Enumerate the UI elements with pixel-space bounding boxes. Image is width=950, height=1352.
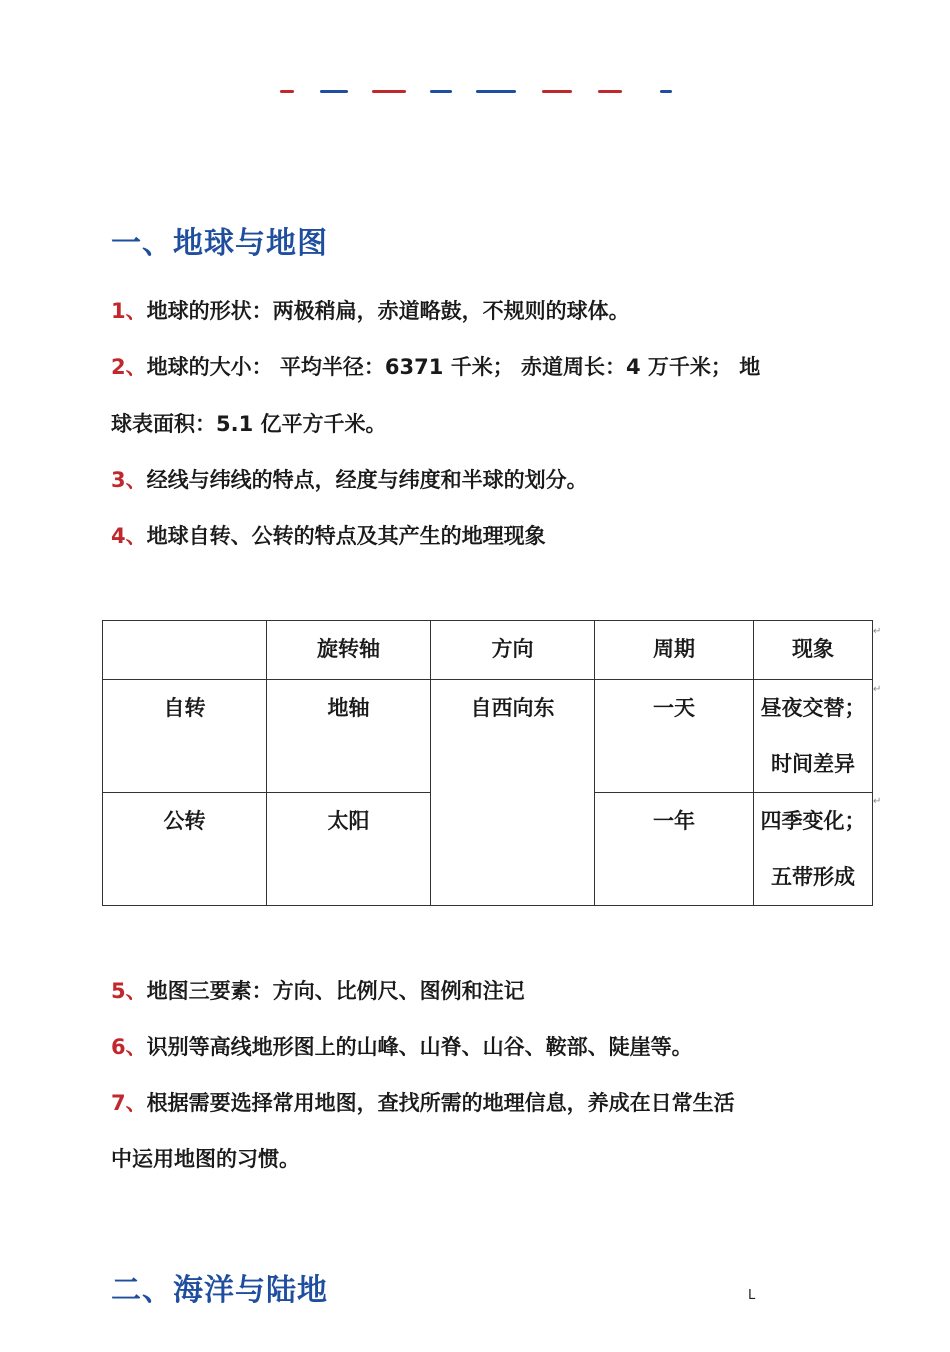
item-number: 3、: [111, 468, 147, 492]
list-item-2-continued: 球表面积：5.1 亿平方千米。: [111, 412, 387, 436]
header-cell-phenomenon: 现象: [754, 621, 873, 680]
list-item-6: [111, 1019, 871, 1075]
cell-axis: 太阳: [267, 793, 431, 906]
item-number: 1、: [111, 299, 147, 323]
cell-axis: 地轴: [267, 680, 431, 793]
list-item-7: [111, 1075, 871, 1131]
paragraph-mark-icon: ↵: [873, 684, 882, 695]
item-number: 5、: [111, 979, 147, 1003]
cropped-title-fragment: [280, 84, 680, 98]
header-cell-empty: [103, 621, 267, 680]
section-title-earth-map: 一、地球与地图: [111, 226, 328, 261]
page-mark: L: [748, 1288, 756, 1303]
item-number: 7、: [111, 1091, 147, 1115]
cell-direction: 自西向东: [431, 680, 595, 906]
table-row: [103, 680, 873, 793]
cell-phenomenon: [754, 680, 873, 793]
header-cell-axis: 旋转轴: [267, 621, 431, 680]
phenomenon-line: 四季变化；: [760, 809, 866, 833]
cell-motion-name: 公转: [103, 793, 267, 906]
cell-period: 一年: [595, 793, 754, 906]
item-number: 6、: [111, 1035, 147, 1059]
cell-period: 一天: [595, 680, 754, 793]
list-item-3: [111, 452, 871, 508]
paragraph-mark-icon: ↵: [873, 626, 882, 637]
item-text: 地图三要素：方向、比例尺、图例和注记: [146, 979, 525, 1003]
cell-phenomenon: [754, 793, 873, 906]
phenomenon-line: 昼夜交替；: [760, 696, 866, 720]
phenomenon-line: 五带形成: [771, 865, 855, 889]
table-header-row: [103, 621, 873, 680]
item-number: 4、: [111, 524, 147, 548]
item-text: 经线与纬线的特点，经度与纬度和半球的划分。: [146, 468, 588, 492]
cell-motion-name: 自转: [103, 680, 267, 793]
list-item-1: [111, 283, 871, 339]
list-item-4: [111, 508, 871, 564]
header-cell-period: 周期: [595, 621, 754, 680]
item-text: 地球的大小： 平均半径：6371 千米； 赤道周长：4 万千米； 地: [146, 355, 761, 379]
item-text: 根据需要选择常用地图，查找所需的地理信息，养成在日常生活: [146, 1091, 735, 1115]
list-item-7-continued: 中运用地图的习惯。: [111, 1147, 300, 1171]
list-item-2: [111, 339, 871, 395]
section-title-ocean-land: 二、海洋与陆地: [111, 1273, 328, 1308]
item-text: 地球的形状：两极稍扁，赤道略鼓，不规则的球体。: [146, 299, 630, 323]
list-item-5: [111, 963, 871, 1019]
item-text: 识别等高线地形图上的山峰、山脊、山谷、鞍部、陡崖等。: [146, 1035, 693, 1059]
earth-motion-table: [102, 620, 873, 906]
phenomenon-line: 时间差异: [771, 752, 855, 776]
item-number: 2、: [111, 355, 147, 379]
item-text: 地球自转、公转的特点及其产生的地理现象: [146, 524, 546, 548]
header-cell-direction: 方向: [431, 621, 595, 680]
paragraph-mark-icon: ↵: [873, 796, 882, 807]
